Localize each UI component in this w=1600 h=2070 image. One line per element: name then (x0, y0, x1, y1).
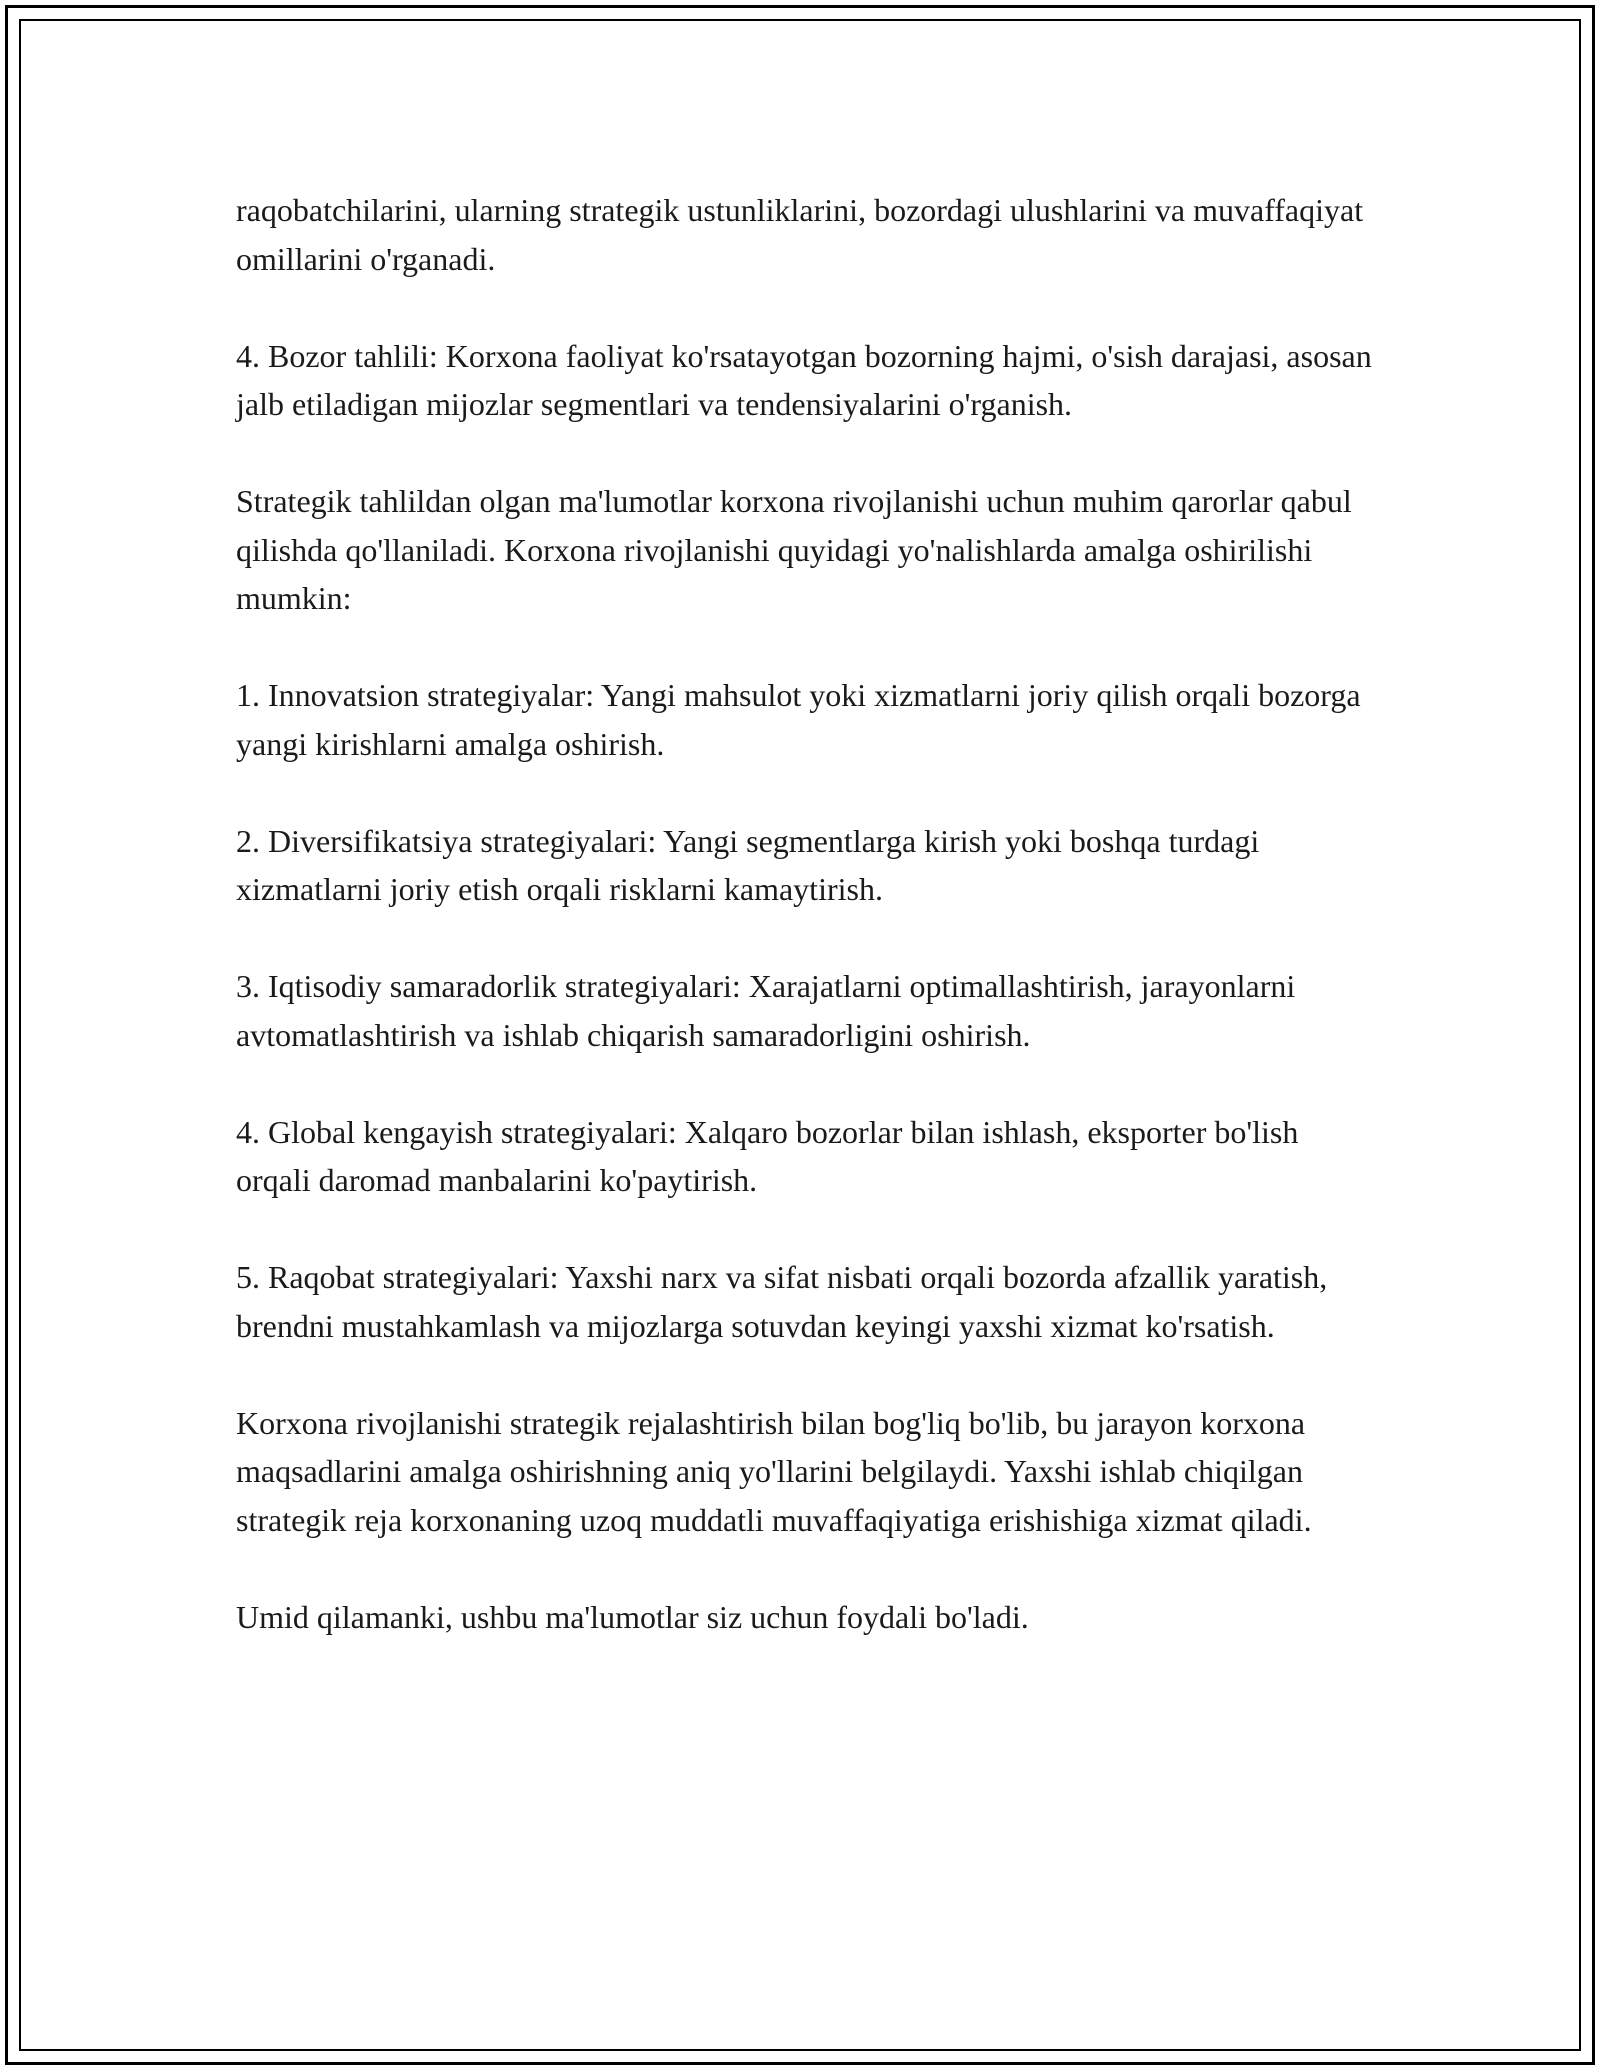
paragraph-competitor-analysis-continued: raqobatchilarini, ularning strategik ustunliklarini, bozordagi ulushlarini va muvaffaqiyat omillarini o'rganadi. (236, 192, 1364, 277)
document-body (236, 186, 1376, 1641)
paragraph-efficiency-strategies: 3. Iqtisodiy samaradorlik strategiyalari: Xarajatlarni optimallashtirish, jarayonlarni avtomatlashtirish va ishlab chiqarish samaradorligini oshirish. (236, 968, 1296, 1053)
paragraph-strategic-planning: Korxona rivojlanishi strategik rejalashtirish bilan bog'liq bo'lib, bu jarayon korxona maqsadlarini amalga oshirishning aniq yo'llarini belgilaydi. Yaxshi ishlab chiqilgan strategik reja korxonaning uzoq muddatli muvaffaqiyatiga erishishiga xizmat qiladi. (236, 1404, 1312, 1538)
paragraph-diversification-strategies: 2. Diversifikatsiya strategiyalari: Yangi segmentlarga kirish yoki boshqa turdagi xizmatlarni joriy etish orqali risklarni kamaytirish. (236, 822, 1260, 907)
paragraph-innovation-strategies: 1. Innovatsion strategiyalar: Yangi mahsulot yoki xizmatlarni joriy qilish orqali bozorga yangi kirishlarni amalga oshirish. (236, 677, 1361, 762)
paragraph-strategic-analysis-intro: Strategik tahlildan olgan ma'lumotlar korxona rivojlanishi uchun muhim qarorlar qabul qilishda qo'llaniladi. Korxona rivojlanishi quyidagi yo'nalishlarda amalga oshirilishi mumkin: (236, 483, 1352, 616)
paragraph-competition-strategies: 5. Raqobat strategiyalari: Yaxshi narx va sifat nisbati orqali bozorda afzallik yaratish, brendni mustahkamlash va mijozlarga sotuvdan keyingi yaxshi xizmat ko'rsatish. (236, 1259, 1328, 1344)
paragraph-closing: Umid qilamanki, ushbu ma'lumotlar siz uchun foydali bo'ladi. (236, 1598, 1029, 1635)
paragraph-global-expansion-strategies: 4. Global kengayish strategiyalari: Xalqaro bozorlar bilan ishlash, eksporter bo'lish orqali daromad manbalarini ko'paytirish. (236, 1113, 1299, 1198)
paragraph-market-analysis: 4. Bozor tahlili: Korxona faoliyat ko'rsatayotgan bozorning hajmi, o'sish darajasi, asosan jalb etiladigan mijozlar segmentlari va tendensiyalarini o'rganish. (236, 337, 1372, 422)
